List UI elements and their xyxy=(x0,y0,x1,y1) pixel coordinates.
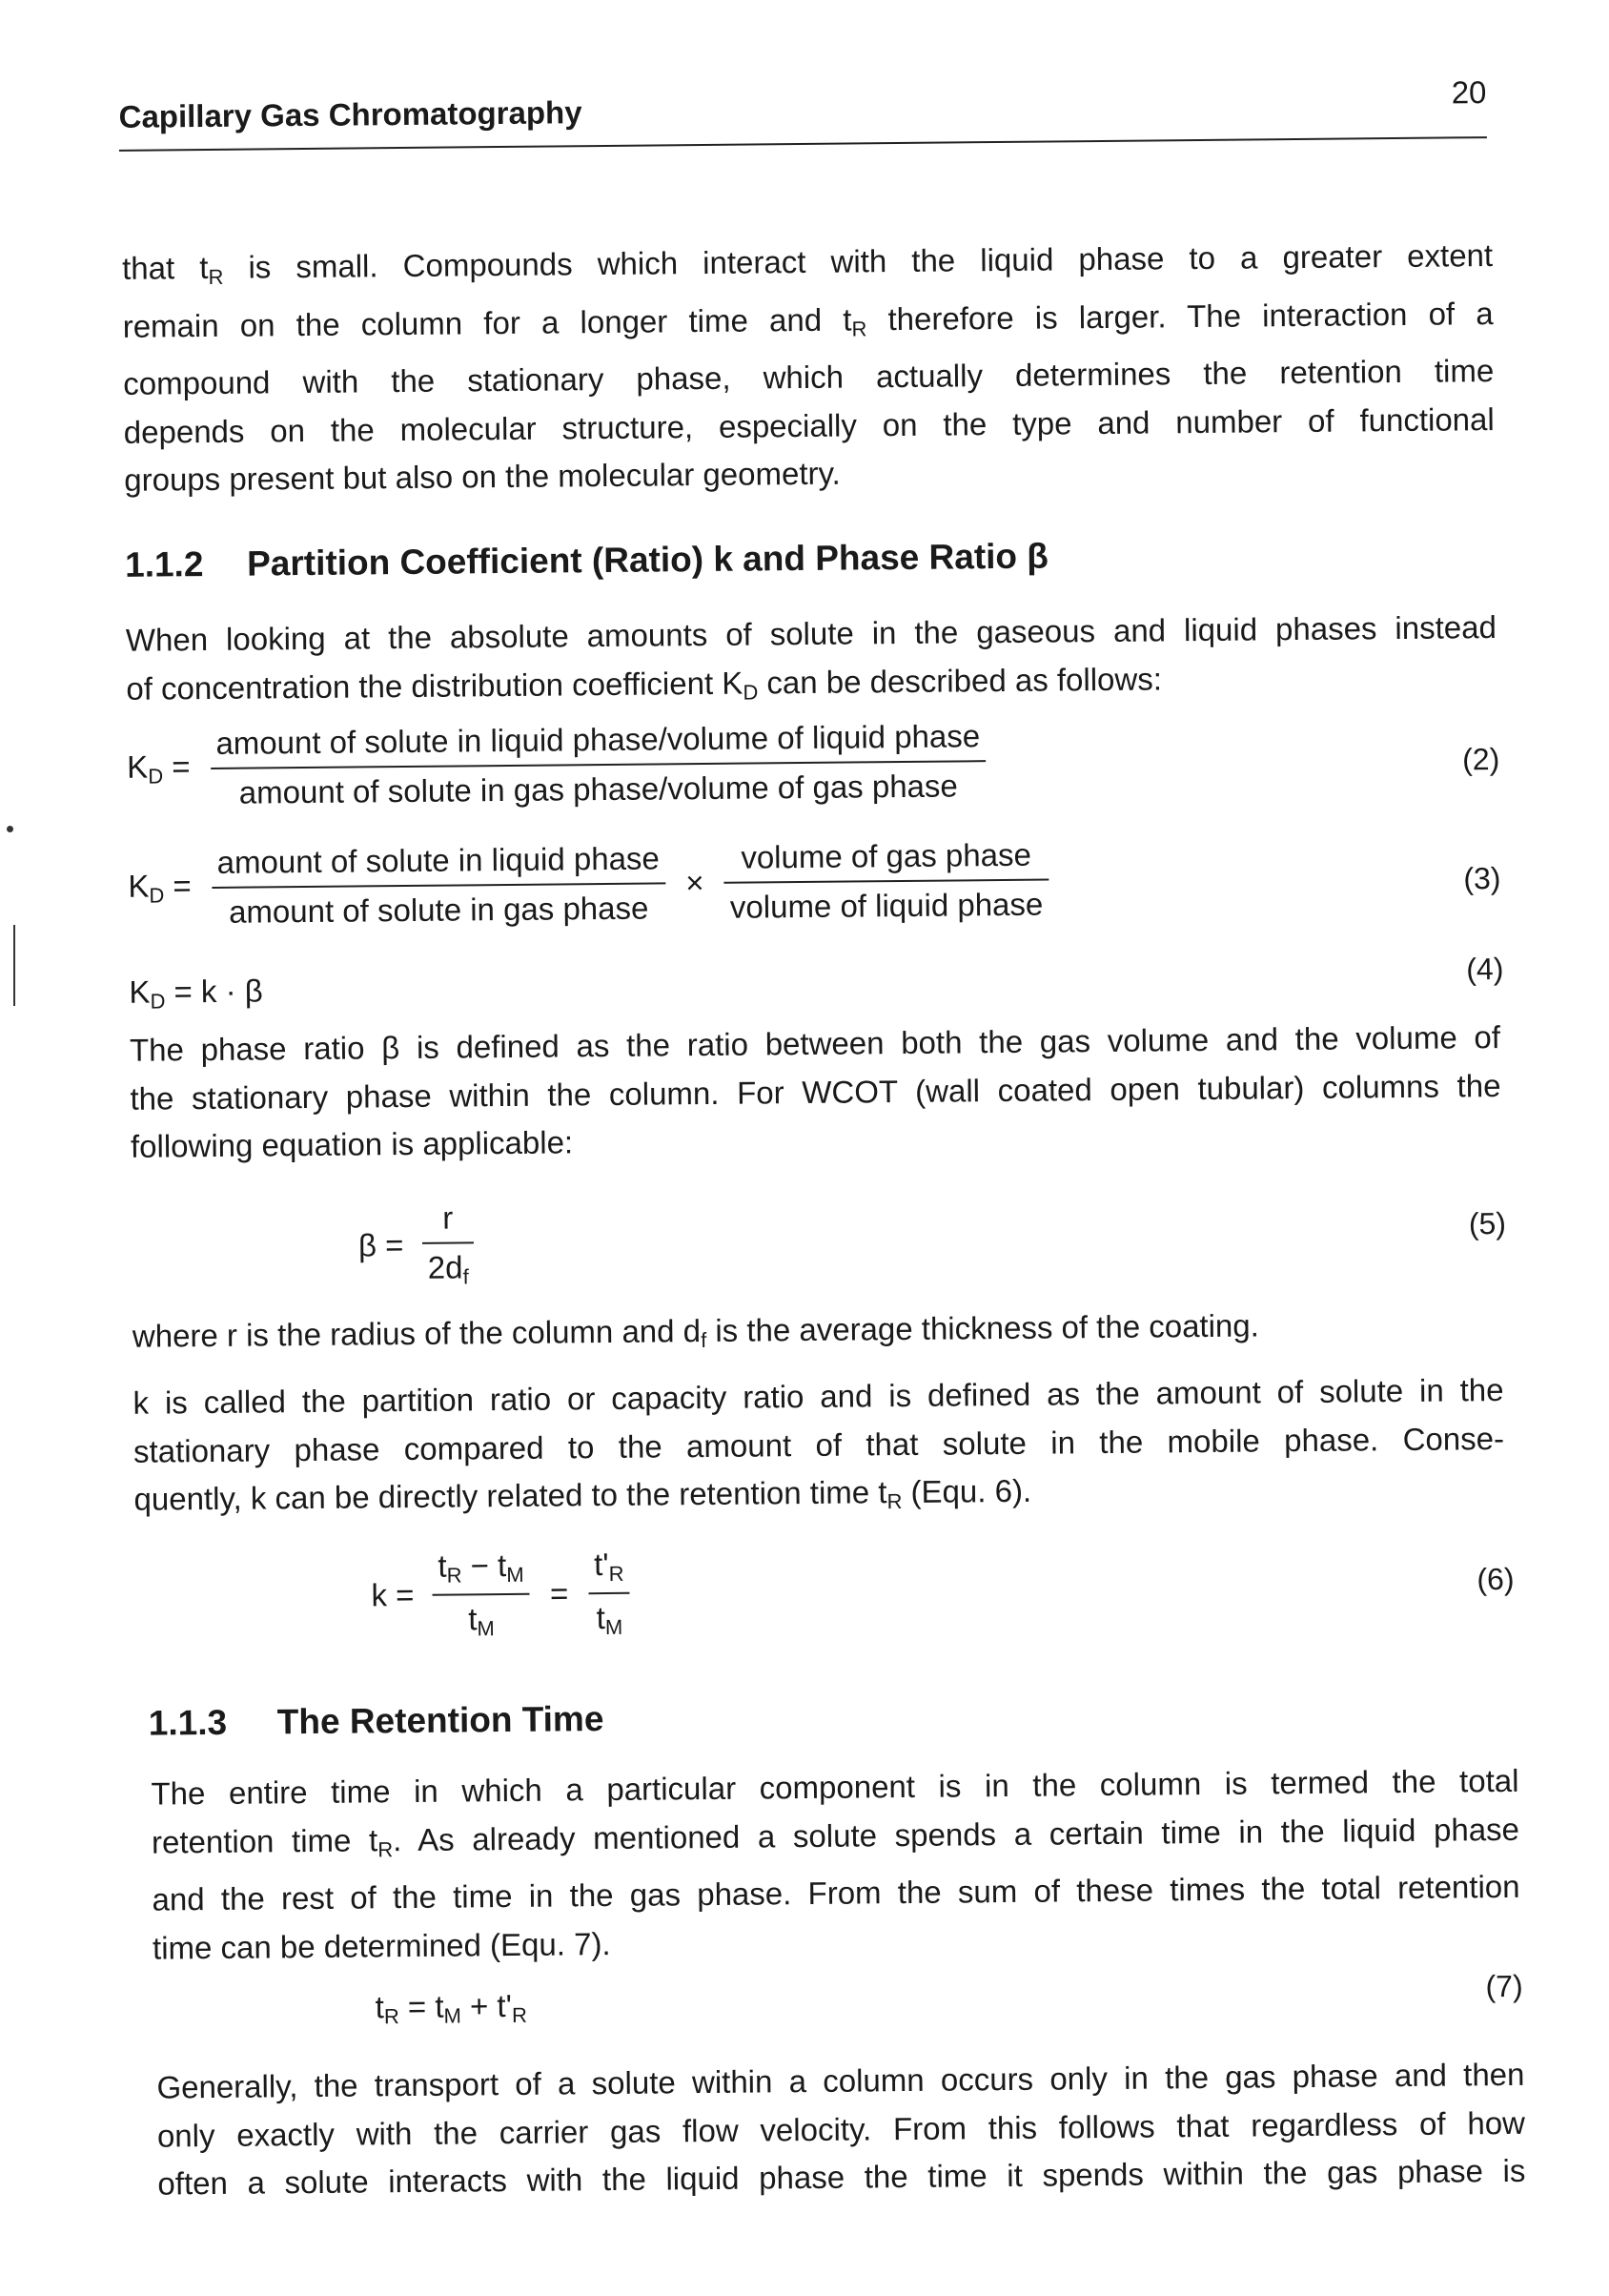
equation-number: (7) xyxy=(1485,1968,1523,2004)
equation-number: (4) xyxy=(1466,951,1504,987)
text-line: time can be determined (Equ. 7). xyxy=(152,1925,611,1966)
scan-margin-line xyxy=(13,925,15,1006)
text-line: that $t_R$ is small. Compounds which interact with the liquid phase to a greater extent xyxy=(121,237,1494,289)
equation-number: (6) xyxy=(1477,1561,1515,1597)
fraction: $\frac{r}{2d_f}$ xyxy=(421,1199,475,1290)
paragraph-where xyxy=(132,1300,1504,1370)
text-line: The phase ratio β is defined as the ratio between both the gas volume and the volume of xyxy=(129,1018,1501,1068)
fraction: $\frac{\text{amount of solute in liquid phase/volume of liquid phase}}{\text{amount of solute in gas phase/volume of gas phase}}$ xyxy=(210,718,987,811)
equation-7: $t_R = t_M + t'_R$ xyxy=(375,1987,528,2029)
times-operator: × xyxy=(685,865,704,901)
paragraph-distribution xyxy=(126,604,1497,723)
scan-speck xyxy=(7,826,13,832)
text-line: remain on the column for a longer time and $t_R$ therefore is larger. The interaction of a xyxy=(122,295,1494,344)
text-line: groups present but also on the molecular geometry. xyxy=(124,455,841,498)
text-line: only exactly with the carrier gas flow velocity. From this follows that regardless of how xyxy=(156,2104,1526,2154)
text-line: and the rest of the time in the gas phase. From the sum of these times the total retention xyxy=(152,1868,1520,1917)
section-title: Partition Coefficient (Ratio) k and Phase Ratio β xyxy=(246,536,1049,584)
equation-number: (5) xyxy=(1468,1205,1507,1241)
equation-4: $K_D = k \cdot \beta$ xyxy=(129,973,263,1014)
text-line: When looking at the absolute amounts of solute in the gaseous and liquid phases instead xyxy=(125,609,1497,658)
page-number: 20 xyxy=(1451,74,1487,111)
text-line: following equation is applicable: xyxy=(130,1124,574,1164)
fraction-1: $\frac{\text{amount of solute in liquid phase}}{\text{amount of solute in gas phase}}$ xyxy=(211,840,665,931)
text-line: quently, k can be directly related to the retention time $t_R$ (Equ. 6). xyxy=(133,1472,1032,1517)
fraction-1: $\frac{t_R - t_M}{t_M}$ xyxy=(432,1548,530,1642)
section-heading-113 xyxy=(149,1699,604,1744)
paragraph-retention-time xyxy=(151,1757,1520,1973)
equation-2 xyxy=(127,718,987,812)
text-line: the stationary phase within the column. For WCOT (wall coated open tubular) columns the xyxy=(130,1067,1501,1117)
paragraph-phase-ratio xyxy=(130,1014,1501,1171)
section-title: The Retention Time xyxy=(276,1699,604,1742)
paragraph-partition-ratio xyxy=(132,1366,1504,1533)
text-line: retention time $t_R$. As already mentioned a solute spends a certain time in the liquid phase xyxy=(151,1811,1520,1861)
section-heading-112 xyxy=(125,537,1049,585)
equation-5: β = $\frac{r}{2d_f}$ xyxy=(358,1199,475,1290)
text-line: Generally, the transport of a solute within a column occurs only in the gas phase and then xyxy=(156,2056,1525,2105)
text-line: k is called the partition ratio or capacity ratio and is defined as the amount of solute in the xyxy=(132,1371,1504,1421)
eq-lhs: $K_D$ = xyxy=(128,868,192,908)
paragraph-transport xyxy=(156,2051,1525,2208)
eq-lhs: $K_D$ = xyxy=(126,748,191,789)
section-number: 1.1.3 xyxy=(148,1702,228,1743)
equation-3 xyxy=(128,837,1049,932)
text-line: of concentration the distribution coefficient $K_D$ can be described as follows: xyxy=(126,660,1163,707)
equation-6: k = $\frac{t_R - t_M}{t_M}$ = $\frac{t'_R}{t_M}$ xyxy=(371,1547,630,1643)
text-line: depends on the molecular structure, especially on the type and number of functional xyxy=(123,400,1495,450)
fraction-2: $\frac{\text{volume of gas phase}}{\text{volume of liquid phase}}$ xyxy=(723,837,1049,926)
text-line: where r is the radius of the column and $d_f$ is the average thickness of the coating. xyxy=(132,1307,1260,1354)
equation-number: (3) xyxy=(1463,860,1501,896)
text-line: stationary phase compared to the amount of that solute in the mobile phase. Conse- xyxy=(132,1420,1505,1469)
section-number: 1.1.2 xyxy=(124,544,204,584)
text-line: often a solute interacts with the liquid phase the time it spends within the gas phase is xyxy=(157,2152,1526,2202)
text-line: The entire time in which a particular component is in the column is termed the total xyxy=(151,1762,1519,1812)
header-title: Capillary Gas Chromatography xyxy=(118,94,582,134)
intro-paragraph xyxy=(122,232,1496,504)
equation-number: (2) xyxy=(1461,741,1500,777)
fraction-2: $\frac{t'_R}{t_M}$ xyxy=(588,1547,630,1640)
running-header xyxy=(118,74,1487,152)
text-line: compound with the stationary phase, which actually determines the retention time xyxy=(123,353,1495,401)
